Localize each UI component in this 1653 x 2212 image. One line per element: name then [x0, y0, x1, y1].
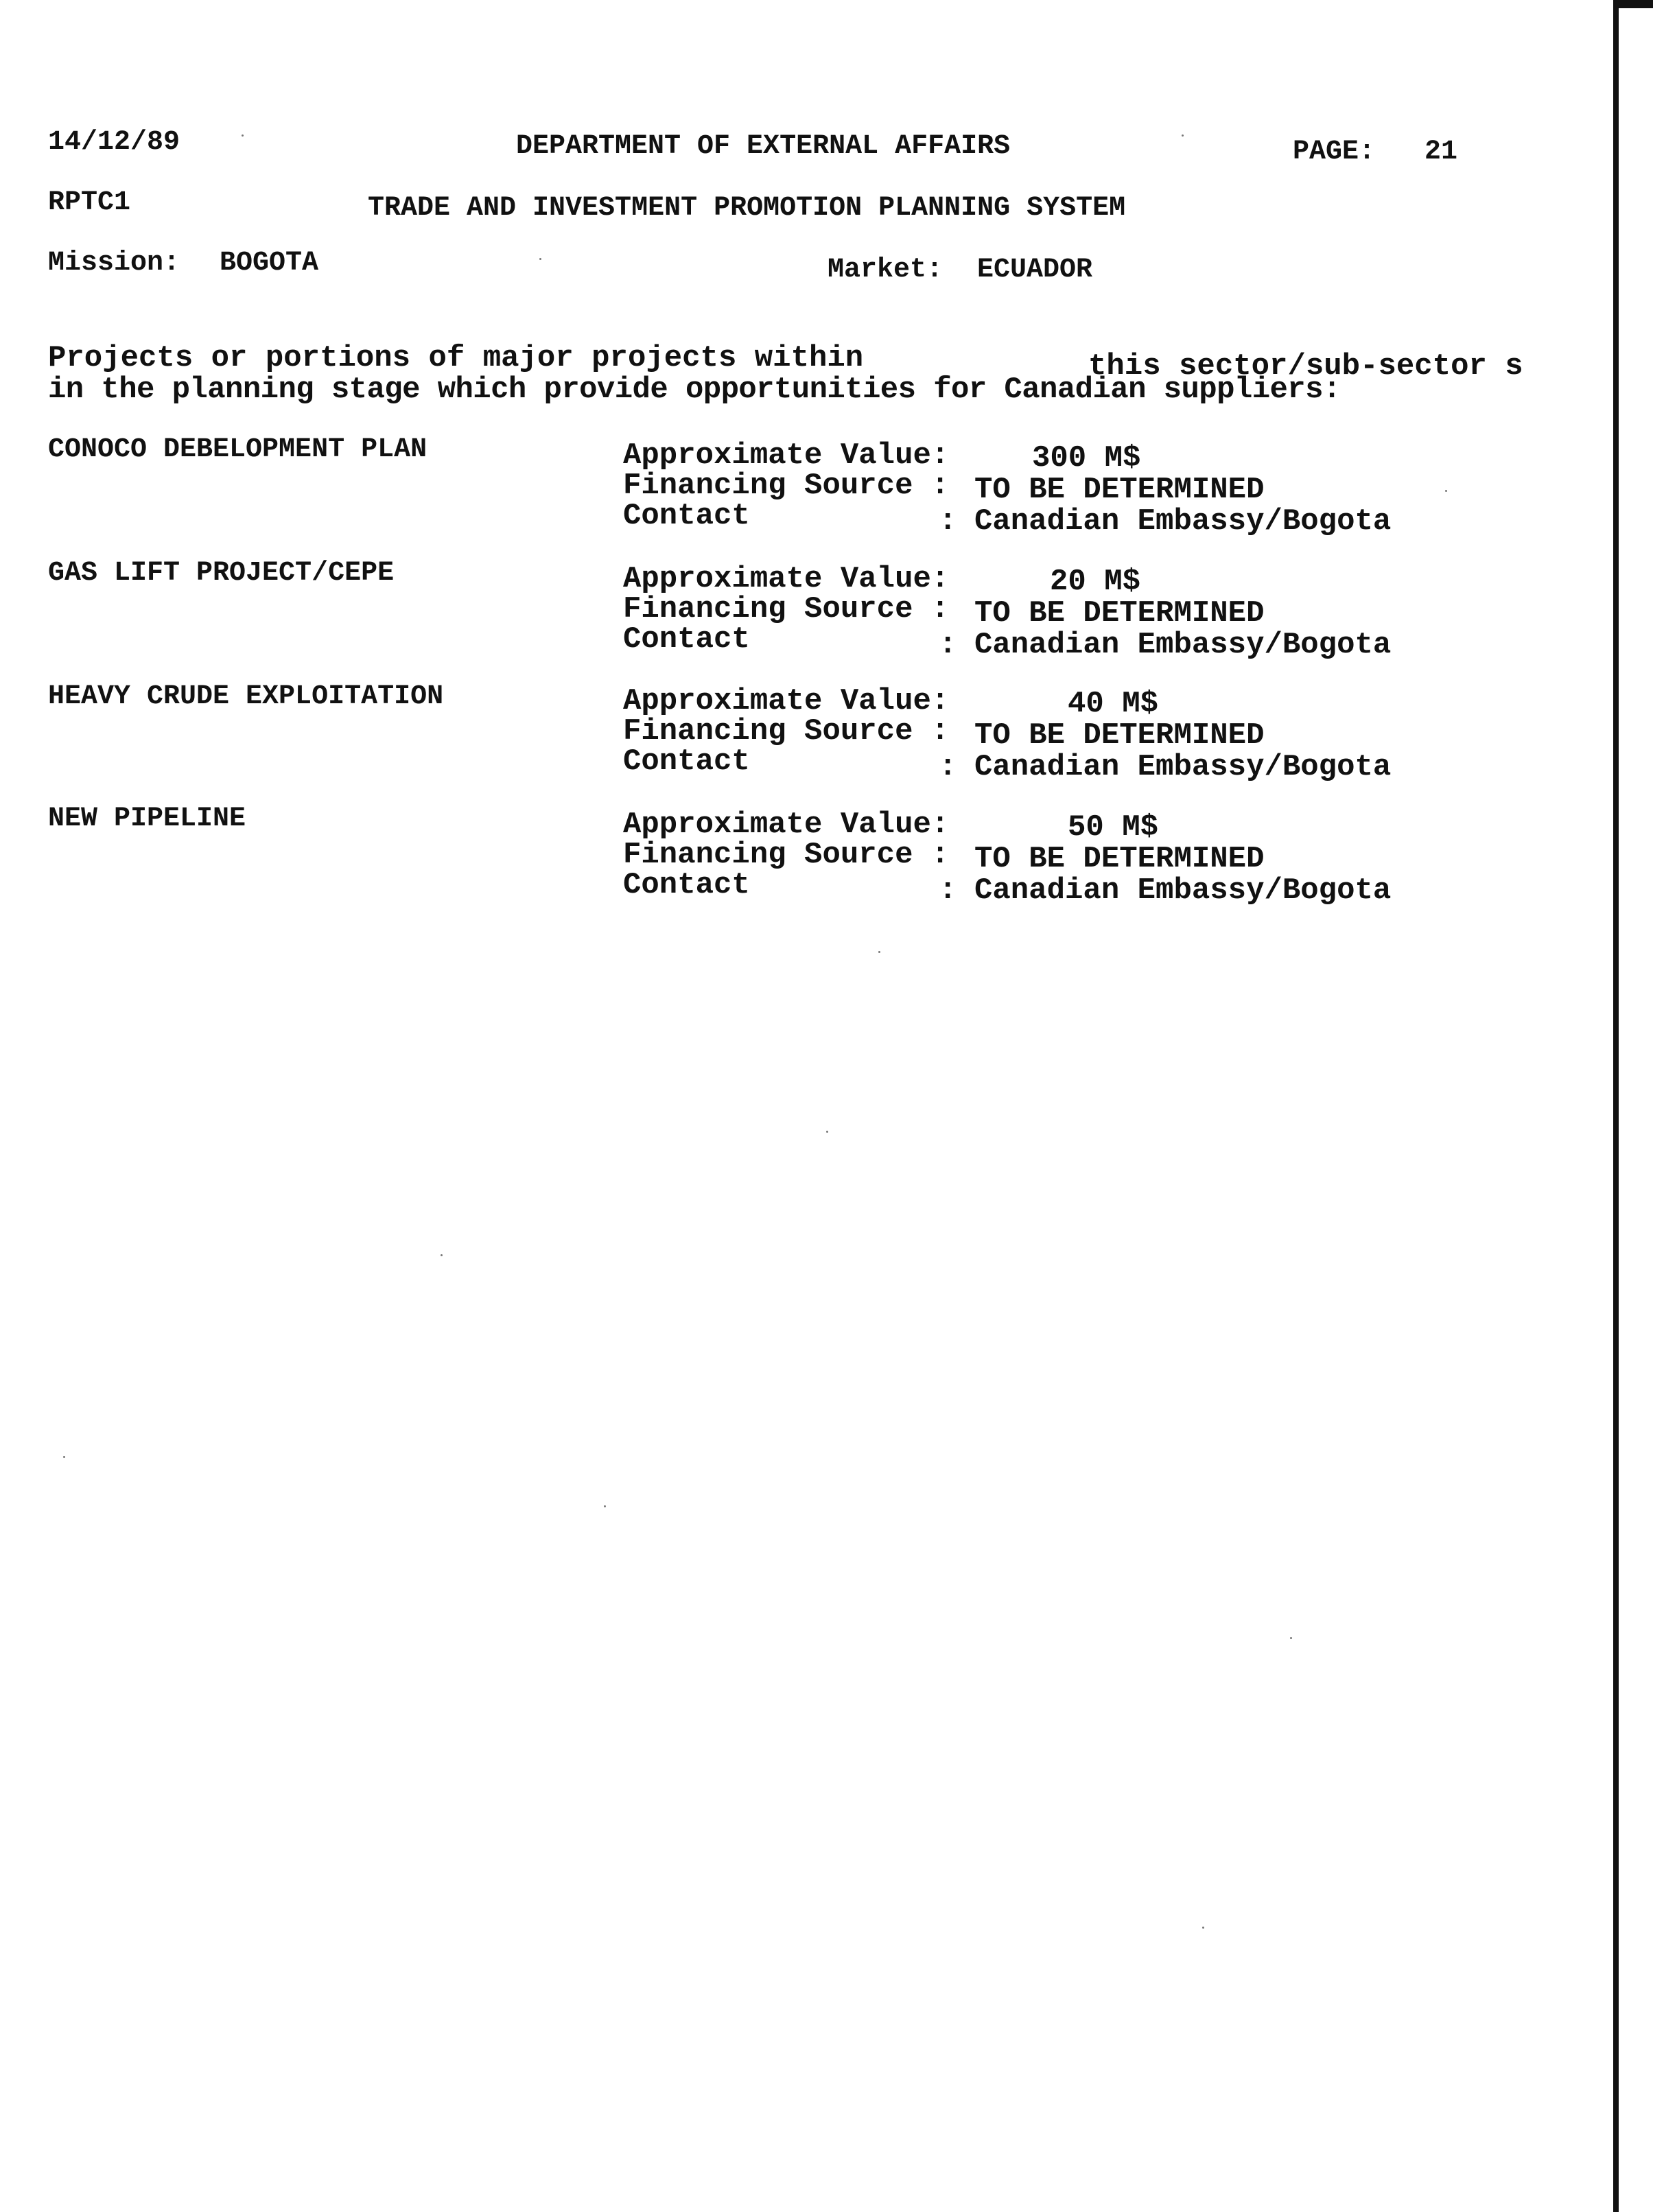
- financing-source-value: TO BE DETERMINED: [974, 718, 1265, 753]
- approx-value: 300 M$: [1032, 441, 1141, 475]
- mission-label: Mission:: [48, 248, 180, 279]
- contact-label: Contact: [623, 622, 750, 657]
- mission-value: BOGOTA: [220, 248, 319, 279]
- project-name: NEW PIPELINE: [48, 803, 246, 834]
- page-edge-border: [1601, 0, 1653, 2212]
- department-name: DEPARTMENT OF EXTERNAL AFFAIRS: [516, 131, 1011, 162]
- scan-speck: [1445, 490, 1447, 492]
- intro-line-1b: this sector/sub-sector s: [1088, 349, 1523, 384]
- page-number: 21: [1425, 137, 1458, 167]
- scan-speck: [539, 258, 541, 260]
- financing-source-value: TO BE DETERMINED: [974, 596, 1265, 631]
- project-name: CONOCO DEBELOPMENT PLAN: [48, 434, 427, 465]
- approx-value: 20 M$: [1050, 565, 1141, 599]
- contact-label: Contact: [623, 499, 750, 533]
- approx-value-label: Approximate Value:: [623, 808, 950, 842]
- scan-speck: [441, 1254, 443, 1256]
- contact-colon: :: [939, 873, 957, 908]
- approx-value-label: Approximate Value:: [623, 438, 950, 473]
- intro-line-1a: Projects or portions of major projects within: [48, 341, 864, 375]
- contact-label: Contact: [623, 868, 750, 902]
- contact-colon: :: [939, 750, 957, 784]
- scan-speck: [878, 951, 880, 953]
- contact-value: Canadian Embassy/Bogota: [974, 504, 1392, 539]
- approx-value-label: Approximate Value:: [623, 684, 950, 718]
- project-name: HEAVY CRUDE EXPLOITATION: [48, 681, 444, 712]
- scan-speck: [1202, 1927, 1204, 1929]
- financing-source-label: Financing Source :: [623, 469, 950, 503]
- contact-value: Canadian Embassy/Bogota: [974, 628, 1392, 662]
- page-edge-line: [1613, 0, 1619, 2212]
- market-value: ECUADOR: [977, 255, 1093, 285]
- contact-label: Contact: [623, 744, 750, 779]
- contact-colon: :: [939, 504, 957, 539]
- approx-value: 50 M$: [1068, 810, 1159, 845]
- scan-speck: [1182, 134, 1184, 137]
- scan-speck: [1290, 1637, 1292, 1639]
- scan-speck: [826, 1131, 828, 1133]
- approx-value: 40 M$: [1068, 687, 1159, 721]
- scan-speck: [63, 1456, 65, 1458]
- report-date: 14/12/89: [48, 127, 180, 158]
- financing-source-value: TO BE DETERMINED: [974, 473, 1265, 507]
- financing-source-value: TO BE DETERMINED: [974, 842, 1265, 876]
- project-name: GAS LIFT PROJECT/CEPE: [48, 558, 395, 589]
- system-title: TRADE AND INVESTMENT PROMOTION PLANNING SYSTEM: [368, 193, 1126, 224]
- scan-speck: [242, 134, 244, 137]
- page-label: PAGE:: [1293, 137, 1376, 167]
- scan-speck: [604, 1505, 606, 1507]
- page-edge-cap: [1613, 0, 1653, 8]
- financing-source-label: Financing Source :: [623, 592, 950, 626]
- financing-source-label: Financing Source :: [623, 838, 950, 872]
- report-code: RPTC1: [48, 187, 131, 218]
- financing-source-label: Financing Source :: [623, 714, 950, 749]
- intro-line-2: in the planning stage which provide opportunities for Canadian suppliers:: [48, 373, 1341, 407]
- contact-value: Canadian Embassy/Bogota: [974, 750, 1392, 784]
- contact-colon: :: [939, 628, 957, 662]
- market-label: Market:: [828, 255, 943, 285]
- approx-value-label: Approximate Value:: [623, 562, 950, 596]
- contact-value: Canadian Embassy/Bogota: [974, 873, 1392, 908]
